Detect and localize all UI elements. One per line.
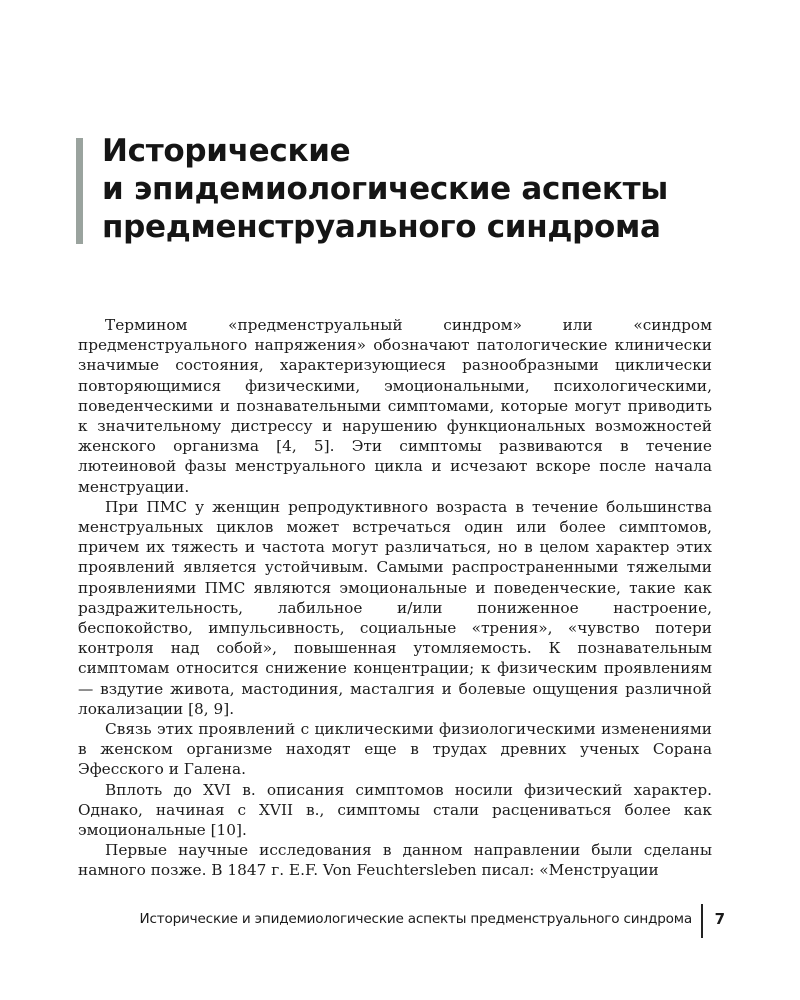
paragraph-1: Термином «предменструальный синдром» или «синдром предменструального напряжения» обозначают патологические клинически значимые состояния, характеризующиеся разнообразными циклически повторяющимися физическими, эмоциональными, психологическими, поведенческими и познавательными симптомами, которые могут приводить к значительному дистрессу и нарушению функциональных возможностей женского организма [4, 5]. Эти симптомы развиваются в течение лютеиновой фазы менструального цикла и исчезают вскоре после начала менструации.: [78, 316, 712, 496]
paragraph-5: Первые научные исследования в данном направлении были сделаны намного позже. В 1847 г. E.F. Von Feuchtersleben писал: «Менструации: [78, 841, 712, 880]
chapter-title: [102, 132, 762, 246]
paragraph-2: При ПМС у женщин репродуктивного возраста в течение большинства менструальных циклов может встречаться один или более симптомов, причем их тяжесть и частота могут различаться, но в целом характер этих проявлений является устойчивым. Самыми распространенными тяжелыми проявлениями ПМС являются эмоциональные и поведенческие, такие как раздражительность, лабильное и/или пониженное настроение, беспокойство, импульсивность, социальные «трения», «чувство потери контроля над собой», повышенная утомляемость. К познавательным симптомам относится снижение концентрации; к физическим проявлениям — вздутие живота, мастодиния, масталгия и болевые ощущения различной локализации [8, 9].: [78, 497, 712, 718]
paragraph-3: Связь этих проявлений с циклическими физиологическими изменениями в женском организме находят еще в трудах древних ученых Сорана Эфесского и Галена.: [78, 720, 712, 779]
heading-accent-bar: [76, 138, 83, 244]
footer-running-title: Исторические и эпидемиологические аспекты предменструального синдрома: [139, 911, 692, 927]
page-number: 7: [714, 910, 725, 928]
chapter-title-line-3: предменструального синдрома: [102, 209, 661, 245]
paragraph-4: Вплоть до XVI в. описания симптомов носили физический характер. Однако, начиная с XVII в., симптомы стали расцениваться более как эмоциональные [10].: [78, 780, 712, 840]
chapter-title-line-1: Исторические: [102, 133, 351, 169]
footer-divider: [701, 904, 703, 938]
chapter-title-line-2: и эпидемиологические аспекты: [102, 171, 669, 207]
running-footer: [60, 904, 725, 938]
body-text: [78, 315, 712, 881]
